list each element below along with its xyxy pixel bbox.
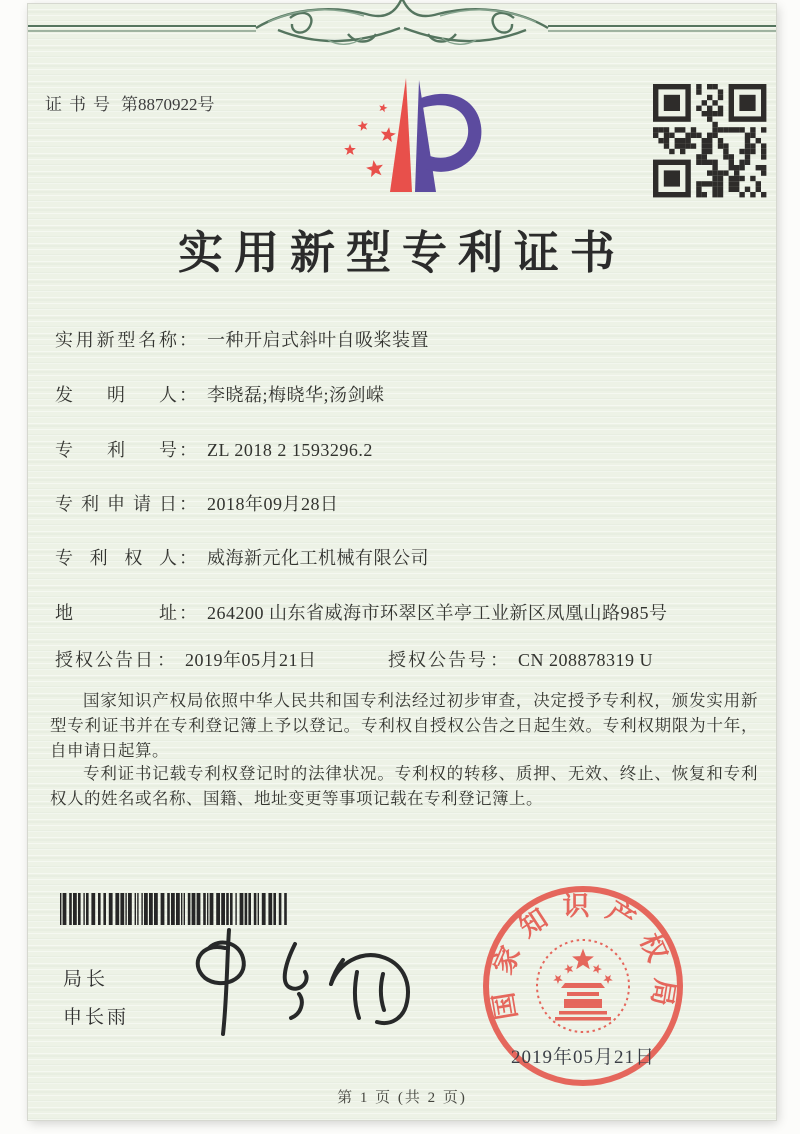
handwritten-signature-icon [173, 926, 433, 1041]
field-label: 发明人 [55, 385, 177, 405]
colon: ： [179, 494, 197, 514]
field-value: 2019年05月21日 [185, 650, 317, 670]
certificate-number-label: 证书号 [45, 95, 117, 114]
barcode-icon [60, 893, 294, 927]
colon: ： [157, 650, 175, 670]
field-value: CN 208878319 U [518, 650, 654, 670]
field-value: 一种开启式斜叶自吸桨装置 [207, 330, 429, 350]
field-value: 威海新元化工机械有限公司 [207, 548, 429, 568]
field-row-patentee [55, 544, 755, 570]
colon: ： [179, 440, 197, 460]
field-label: 专利申请日 [55, 494, 177, 514]
field-label: 专利权人 [55, 548, 177, 568]
certificate-number-value: 第8870922号 [121, 95, 215, 114]
field-label: 授权公告日 [55, 650, 155, 670]
cnipa-logo-icon [322, 68, 494, 210]
field-label: 地址 [55, 603, 177, 623]
field-row-filing-date [55, 490, 755, 516]
colon: ： [179, 548, 197, 568]
field-row-inventors [55, 381, 755, 407]
field-label: 实用新型名称 [55, 330, 177, 350]
legal-paragraph-1: 国家知识产权局依照中华人民共和国专利法经过初步审查，决定授予专利权，颁发实用新型专利证书并在专利登记簿上予以登记。专利权自授权公告之日起生效。专利权期限为十年，自申请日起算。 [50, 691, 758, 760]
director-name: 申长雨 [63, 1007, 130, 1028]
field-row-name [55, 326, 755, 352]
field-value: 2018年09月28日 [207, 494, 339, 514]
field-value: 264200 山东省威海市环翠区羊亭工业新区凤凰山路985号 [207, 603, 668, 623]
seal-date: 2019年05月21日 [510, 1047, 655, 1068]
seal-ring-text: 国家知识产权局 [485, 891, 681, 1022]
director-title-label: 局长 [63, 969, 110, 990]
colon: ： [179, 603, 197, 623]
legal-paragraph-2: 专利证书记载专利权登记时的法律状况。专利权的转移、质押、无效、终止、恢复和专利权人的姓名或名称、国籍、地址变更等事项记载在专利登记簿上。 [50, 764, 758, 808]
field-label: 专利号 [55, 440, 177, 460]
top-ornament [28, 0, 776, 58]
field-value: 李晓磊;梅晓华;汤剑嵘 [207, 385, 385, 405]
certificate-paper [28, 4, 776, 1120]
field-row-patent-no [55, 436, 755, 462]
colon: ： [179, 385, 197, 405]
field-value: ZL 2018 2 1593296.2 [207, 440, 373, 460]
page-number: 第 1 页 (共 2 页) [337, 1090, 467, 1106]
grant-number [388, 646, 653, 672]
grant-date [55, 646, 317, 672]
qr-code-icon [653, 84, 771, 198]
colon: ： [179, 330, 197, 350]
field-label: 授权公告号 [388, 650, 488, 670]
colon: ： [490, 650, 508, 670]
certificate-number [45, 90, 215, 115]
field-row-address [55, 599, 755, 625]
certificate-title: 实用新型专利证书 [177, 228, 626, 278]
